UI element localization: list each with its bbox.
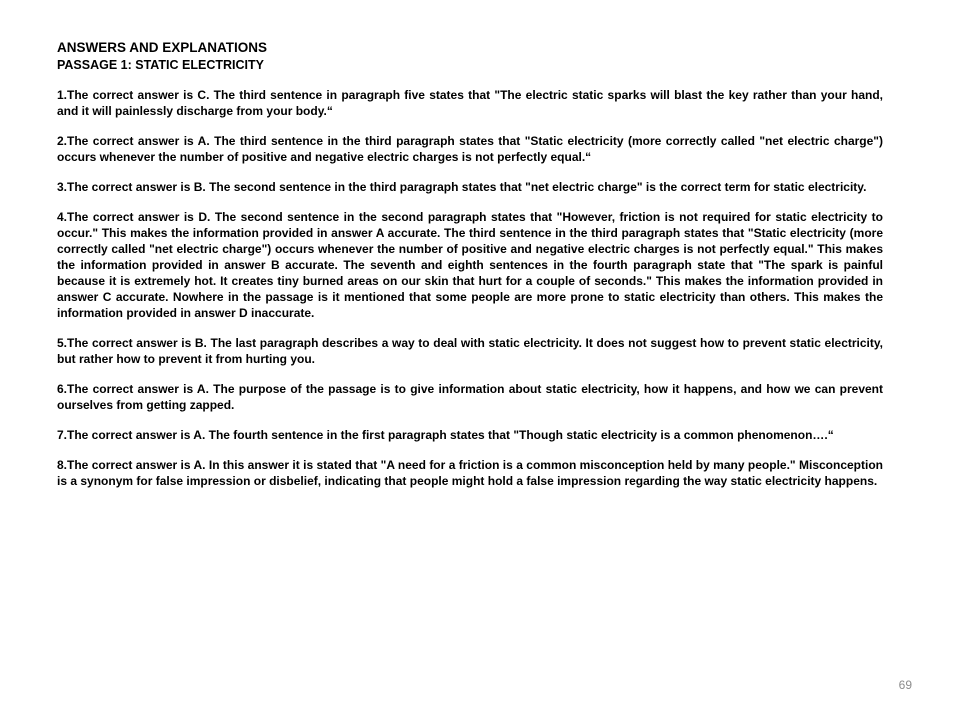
- answer-explanation-7: 7.The correct answer is A. The fourth sentence in the first paragraph states that "Though static electricity is a common phenomenon….“: [57, 428, 834, 442]
- page-title: ANSWERS AND EXPLANATIONS: [57, 40, 268, 55]
- passage-heading: PASSAGE 1: STATIC ELECTRICITY: [57, 58, 264, 72]
- answer-explanation-3: 3.The correct answer is B. The second sentence in the third paragraph states that "net electric charge" is the correct term for static electricity.: [57, 180, 867, 194]
- answer-explanation-8: 8.The correct answer is A. In this answer it is stated that "A need for a friction is a common misconception held by many people." Misconception is a synonym for false impression or disbelief, indicating that people might hold a false impression regarding the way static electricity happens.: [57, 458, 883, 488]
- answer-explanation-1: 1.The correct answer is C. The third sentence in paragraph five states that "The electric static sparks will blast the key rather than your hand, and it will painlessly discharge from your body.“: [57, 88, 883, 118]
- answer-explanation-6: 6.The correct answer is A. The purpose of the passage is to give information about static electricity, how it happens, and how we can prevent ourselves from getting zapped.: [57, 382, 883, 412]
- answer-page: [57, 39, 883, 503]
- page-number: 69: [898, 678, 912, 692]
- answer-explanation-5: 5.The correct answer is B. The last paragraph describes a way to deal with static electricity. It does not suggest how to prevent static electricity, but rather how to prevent it from hurting you.: [57, 336, 883, 366]
- answer-explanation-2: 2.The correct answer is A. The third sentence in the third paragraph states that "Static electricity (more correctly called "net electric charge") occurs whenever the number of positive and negative electric charges is not perfectly equal.“: [57, 134, 883, 164]
- answer-explanation-4: 4.The correct answer is D. The second sentence in the second paragraph states that "However, friction is not required for static electricity to occur." This makes the information provided in answer A accurate. The third sentence in the third paragraph states that "Static electricity (more correctly called "net electric charge") occurs whenever the number of positive and negative electric charges is not perfectly equal." This makes the information provided in answer B accurate. The seventh and eighth sentences in the fourth paragraph state that "The spark is painful because it is extremely hot. It creates tiny burned areas on our skin that hurt for a couple of seconds." This makes the information provided in answer C accurate. Nowhere in the passage is it mentioned that some people are more prone to static electricity than others. This makes the information provided in answer D inaccurate.: [57, 210, 883, 320]
